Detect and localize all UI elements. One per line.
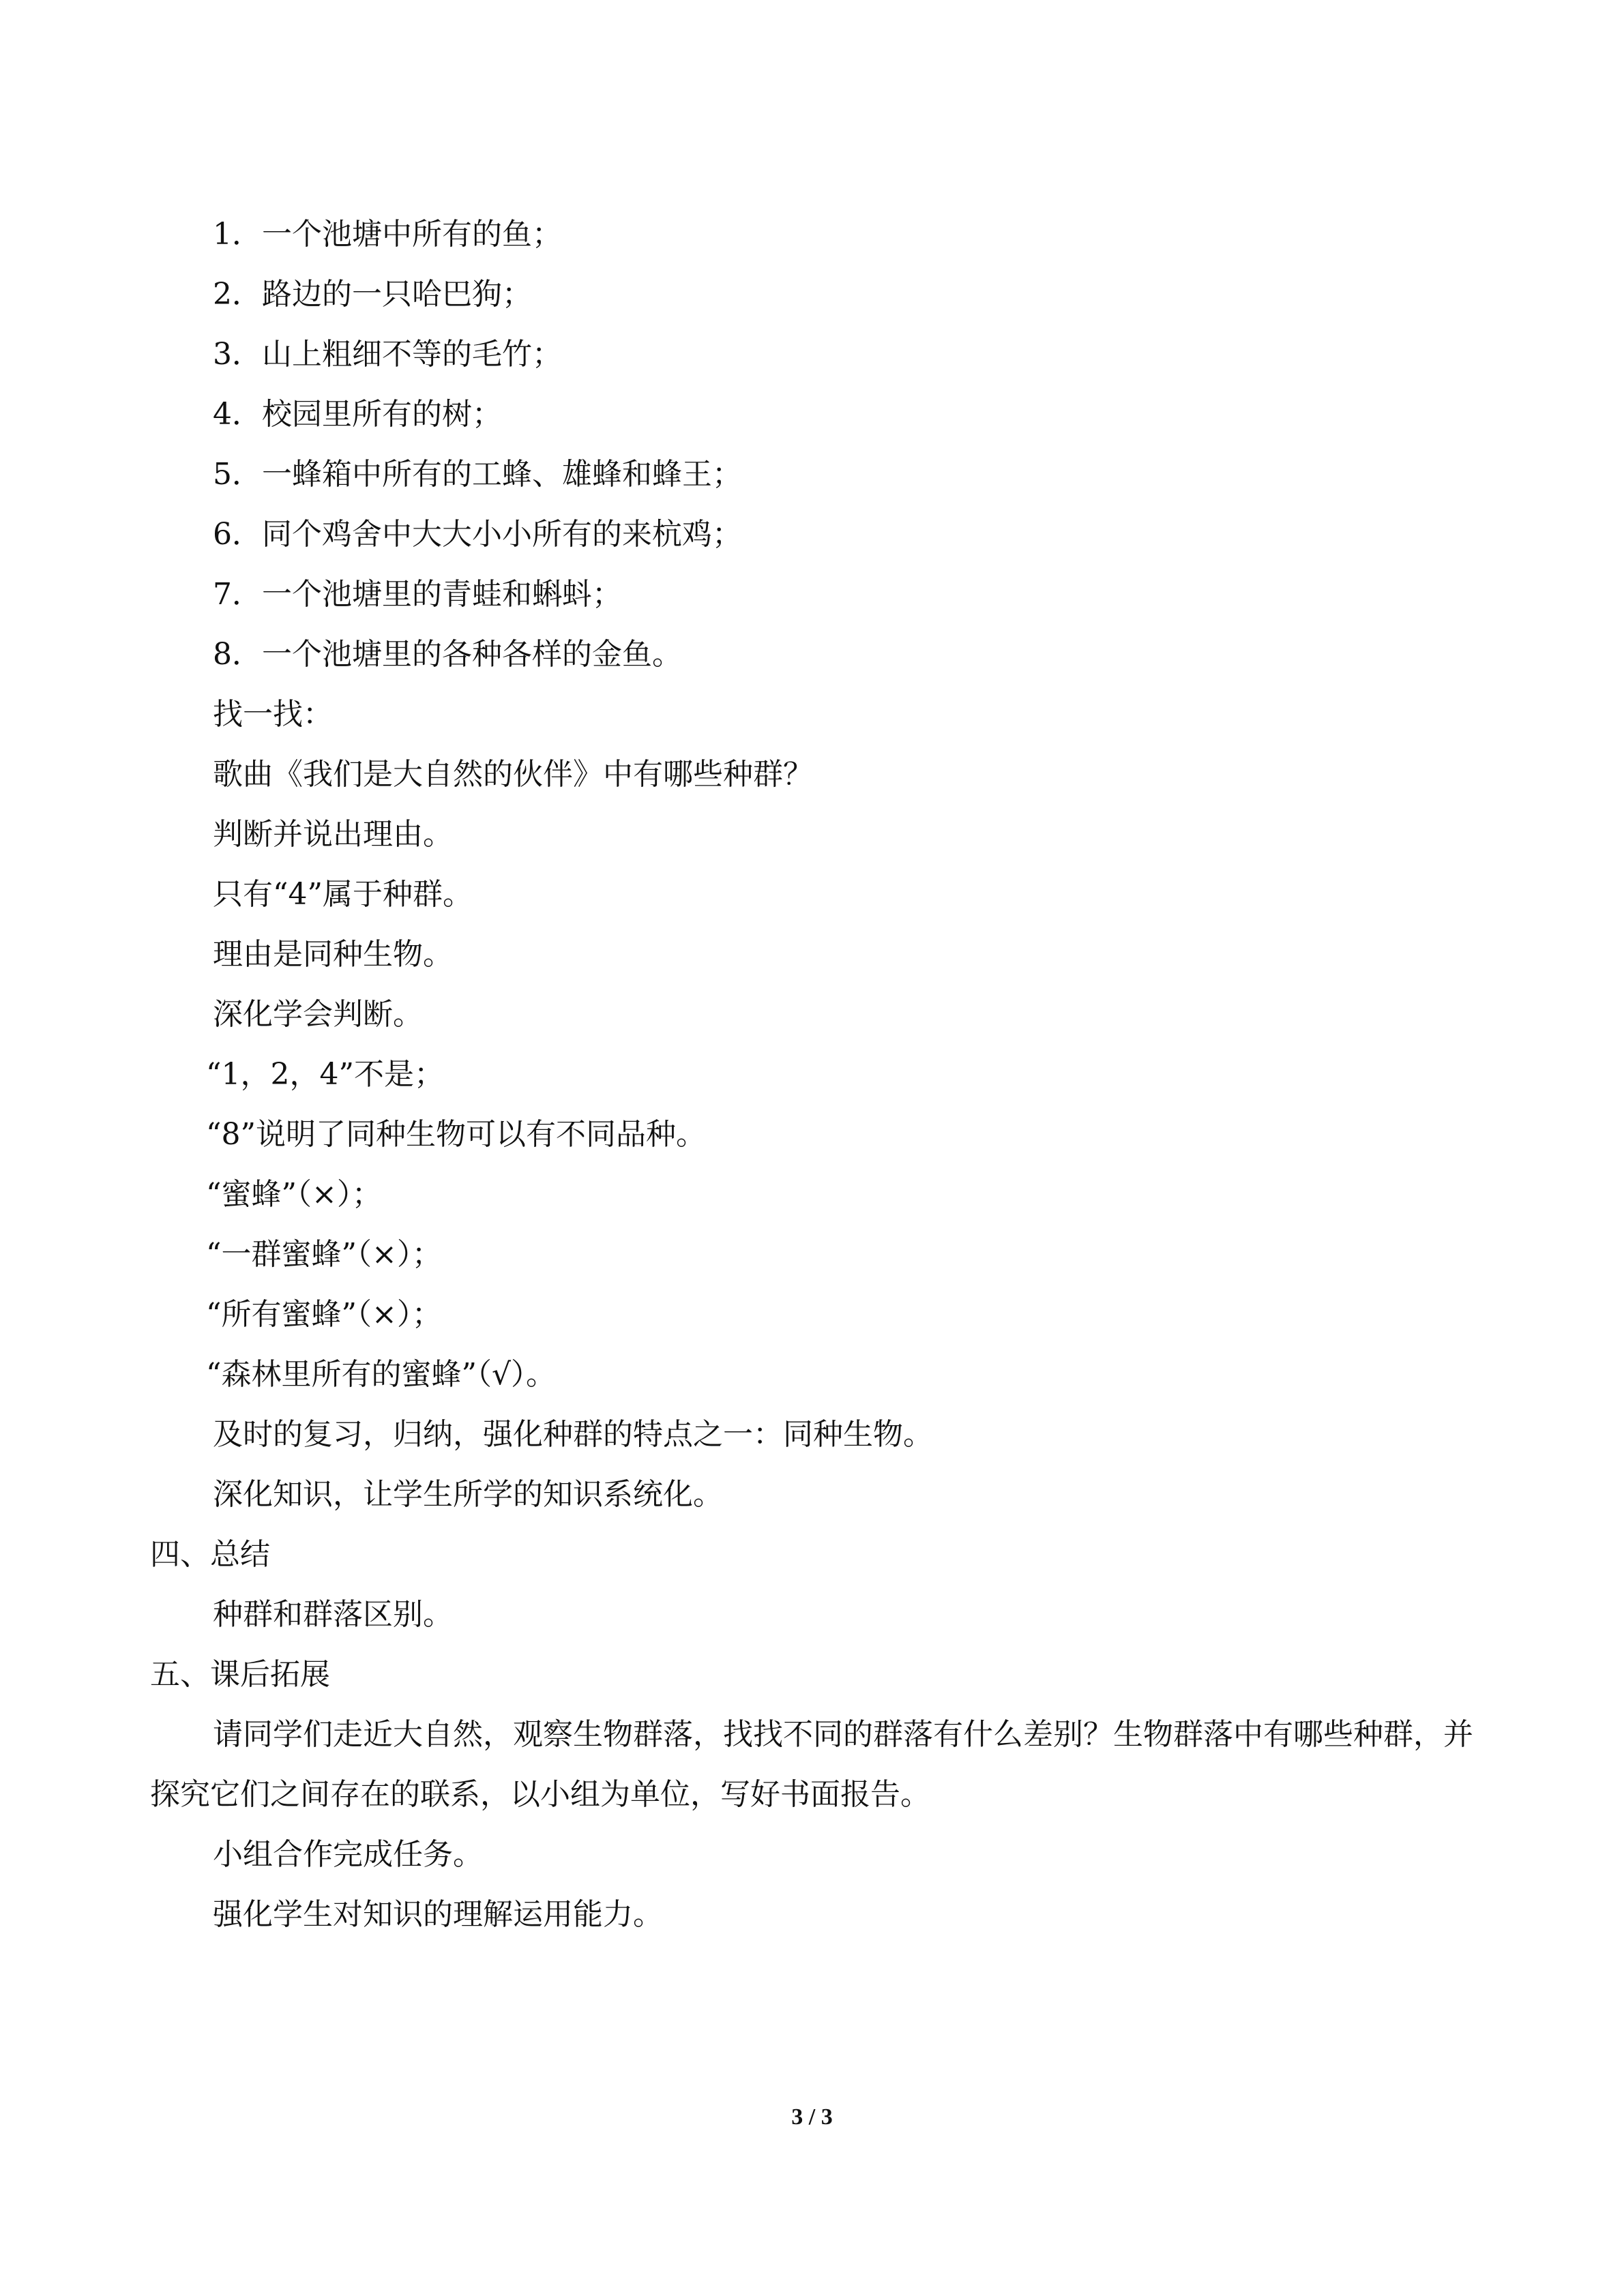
list-item: 6．同个鸡舍中大大小小所有的来杭鸡；	[213, 517, 742, 552]
section-heading-extension: 五、课后拓展	[150, 1657, 330, 1692]
list-item: 2．路边的一只哈巴狗；	[213, 277, 532, 312]
list-item: 3．山上粗细不等的毛竹；	[213, 337, 562, 372]
text-line: “8”说明了同种生物可以有不同品种。	[206, 1117, 706, 1152]
text-line: “蜜蜂”（×）；	[206, 1177, 382, 1212]
paragraph: 请同学们走近大自然，观察生物群落，找找不同的群落有什么差别？生物群落中有哪些种群，并探究它们之间存在的联系，以小组为单位，写好书面报告。	[150, 1717, 1473, 1812]
list-item: 4．校园里所有的树；	[213, 397, 502, 432]
list-item: 1．一个池塘中所有的鱼；	[213, 217, 562, 252]
text-line: 及时的复习，归纳，强化种群的特点之一：同种生物。	[213, 1417, 933, 1452]
text-line: “1，2，4”不是；	[206, 1057, 444, 1092]
text-line: “森林里所有的蜜蜂”（√）。	[206, 1357, 557, 1392]
text-line: 强化学生对知识的理解运用能力。	[213, 1897, 663, 1932]
text-line: 深化知识，让学生所学的知识系统化。	[213, 1477, 723, 1512]
text-line: 种群和群落区别。	[213, 1597, 453, 1632]
text-line: 判断并说出理由。	[213, 817, 453, 852]
list-item: 5．一蜂箱中所有的工蜂、雄蜂和蜂王；	[213, 457, 742, 492]
list-item: 7．一个池塘里的青蛙和蝌蚪；	[213, 577, 622, 612]
text-line: 小组合作完成任务。	[213, 1837, 483, 1872]
section-heading-summary: 四、总结	[150, 1537, 270, 1572]
text-line: 找一找：	[213, 697, 333, 732]
text-line: 只有“4”属于种群。	[213, 877, 473, 912]
text-line: 理由是同种生物。	[213, 937, 453, 972]
page-number: 3 / 3	[791, 2104, 833, 2130]
text-line: “所有蜜蜂”（×）；	[206, 1297, 442, 1332]
list-item: 8．一个池塘里的各种各样的金鱼。	[213, 637, 682, 672]
text-line: “一群蜜蜂”（×）；	[206, 1237, 442, 1272]
text-line: 歌曲《我们是大自然的伙伴》中有哪些种群？	[213, 757, 813, 792]
document-body	[150, 205, 1473, 1945]
text-line: 深化学会判断。	[213, 997, 423, 1032]
